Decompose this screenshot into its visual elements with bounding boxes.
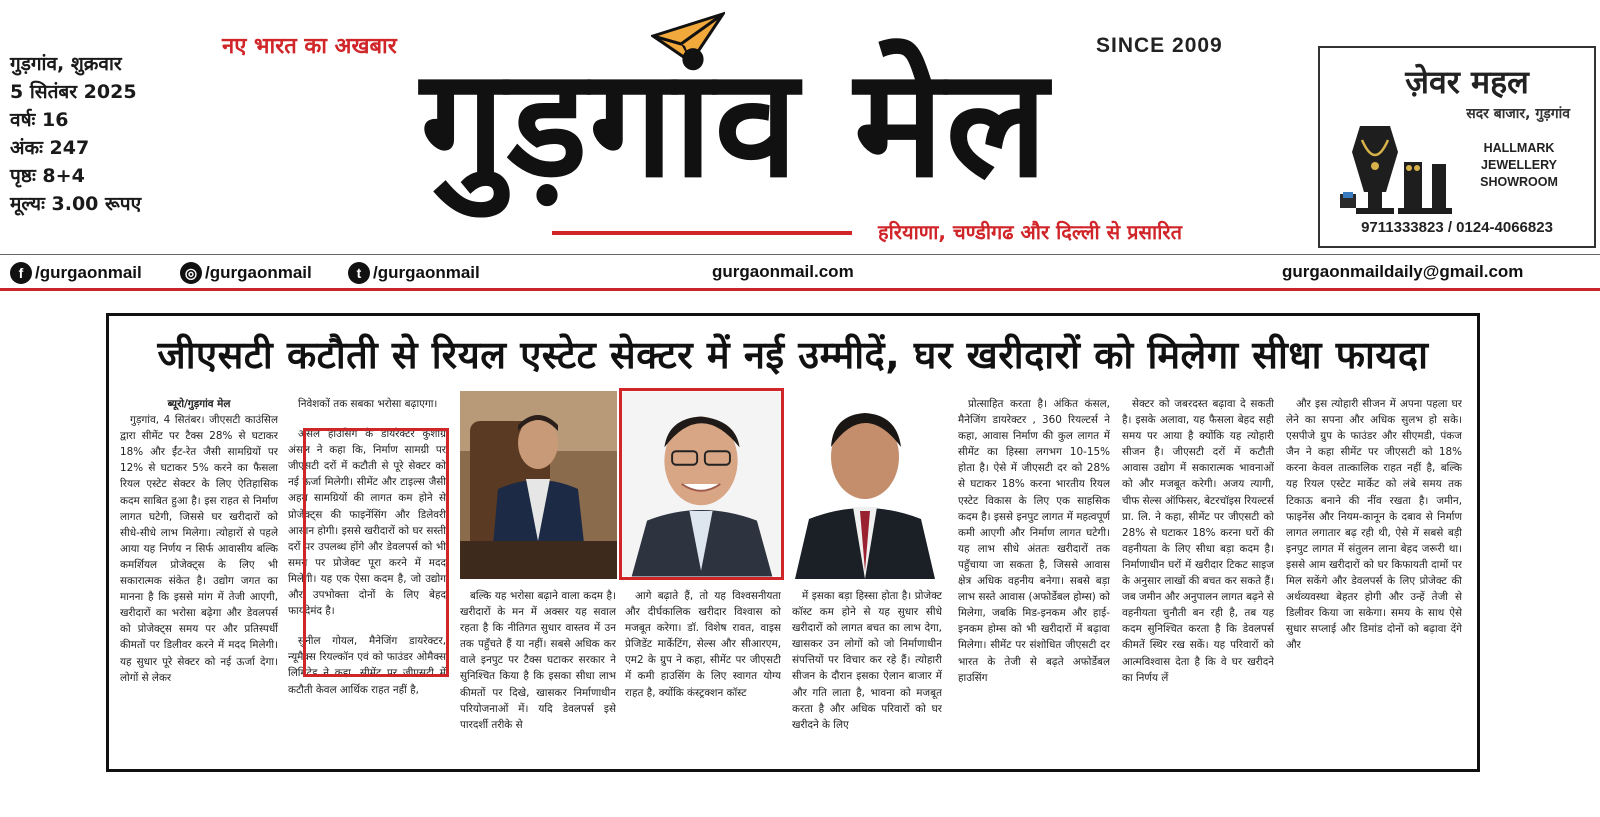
social-bottom-rule xyxy=(0,288,1600,291)
ad-hallmark-line: HALLMARK xyxy=(1483,141,1555,155)
edition-price: मूल्यः 3.00 रूपए xyxy=(10,193,142,215)
edition-date: 5 सितंबर 2025 xyxy=(10,81,137,103)
edition-issue: अंकः 247 xyxy=(10,137,90,159)
tagline: नए भारत का अखबार xyxy=(222,34,397,59)
facebook-icon: f xyxy=(10,262,32,284)
article-paragraph: आगे बढ़ाते हैं, तो यह विश्वसनीयता और दीर्घकालिक खरीदार विश्वास को मजबूत करेगा। डॉ. विशेष रावत, वाइस प्रेजिडेंट मार्केटिंग, सेल्स और सीआरएम, एम2 के ग्रुप ने कहा, सीमेंट पर जीएसटी में कमी हाउसिंग के लिए स्वागत योग्य राहत है, क्योंकि कंस्ट्रक्शन कॉस्ट xyxy=(625,590,781,699)
photo-vishesh-rawat xyxy=(619,388,784,580)
ad-hallmark-line: JEWELLERY xyxy=(1481,158,1557,172)
newspaper-title: गुड़गांव मेल xyxy=(420,37,1050,211)
facebook-link[interactable] xyxy=(10,262,142,284)
twitter-handle: /gurgaonmail xyxy=(373,263,480,282)
quote-ansal: अंसल हाउसिंग के डायरेक्टर कुशाग्र अंसल ने कहा कि, निर्माण सामग्री पर जीएसटी दरों में कटौती से पूरे सेक्टर को नई ऊर्जा मिलेगी। सीमेंट और टाइल्स जैसी अहम सामग्रियों की लागत कम होने से प्रोजेक्ट्स की फाइनेंसिंग और डिलेवरी आसान होगी। इससे खरीदारों को घर सस्ती दरों पर उपलब्ध होंगे और डेवलपर्स को भी समय पर प्रोजेक्ट पूरा करने में मदद मिलेगी। यह एक ऐसा कदम है, जो उद्योग और उपभोक्ता दोनों के लिए बेहद फायदेमंद है। xyxy=(288,428,446,618)
article-paragraph: सुनील गोयल, मैनेजिंग डायरेक्टर, न्यूमैक्स रियल्कॉन एवं को फाउंडर ओमैक्स लिमिटेड ने कहा, सीमेंट पर जीएसटी में कटौती केवल आर्थिक राहत नहीं है, xyxy=(288,635,446,696)
article-paragraph: में इसका बड़ा हिस्सा होता है। प्रोजेक्ट कॉस्ट कम होने से यह सुधार सीधे खरीदारों को लागत बचत का लाभ देगा, खासकर उन लोगों को जो निर्माणाधीन संपत्तियों पर विचार कर रहे हैं। त्योहारी सीजन के दौरान इसका ऐलान बाजार में और गति लाता है, भावना को मजबूत करता है और अधिक परिवारों को घर खरीदने के लिए xyxy=(792,590,942,731)
instagram-handle: /gurgaonmail xyxy=(205,263,312,282)
facebook-handle: /gurgaonmail xyxy=(35,263,142,282)
article-byline: ब्यूरो/गुड़गांव मेल xyxy=(167,398,231,410)
article-column-4 xyxy=(625,588,781,766)
edition-pages: पृष्ठः 8+4 xyxy=(10,165,85,187)
article-column-8 xyxy=(1286,396,1462,766)
social-top-rule xyxy=(0,254,1600,255)
article-column-3 xyxy=(460,588,616,766)
edition-place-day: गुड़गांव, शुक्रवार xyxy=(10,53,122,75)
article-paragraph: बल्कि यह भरोसा बढ़ाने वाला कदम है। खरीदारों के मन में अक्सर यह सवाल रहता है कि नीतिगत सुधार वास्तव में उन तक पहुँचते हैं या नहीं। सबसे अधिक कर वाले इनपुट पर टैक्स घटाकर सरकार ने सुनिश्चित किया है कि इसका सीधा लाभ कीमतों पर दिखे, खासकर निर्माणाधीन परियोजनाओं में। यदि डेवलपर्स इसे पारदर्शी तरीके से xyxy=(460,590,616,731)
distribution-line: हरियाणा, चण्डीगढ और दिल्ली से प्रसारित xyxy=(878,220,1182,244)
instagram-icon: ◎ xyxy=(180,262,202,284)
instagram-link[interactable] xyxy=(180,262,312,284)
ad-title: ज़ेवर महल xyxy=(1405,63,1529,101)
ad-hallmark-text xyxy=(1464,140,1574,191)
masthead-red-rule xyxy=(552,231,852,235)
article-column-5 xyxy=(792,588,942,766)
photo-director-seated xyxy=(460,391,617,579)
article-headline: जीएसटी कटौती से रियल एस्टेट सेक्टर में नई उम्मीदें, घर खरीदारों को मिलेगा सीधा फायदा xyxy=(157,333,1429,377)
article-paragraph: सेक्टर को जबरदस्त बढ़ावा दे सकती है। इसके अलावा, यह फैसला बेहद सही समय पर आया है क्योंकि यह त्योहारी सीजन है। जीएसटी दरों में कटौती आवास उद्योग में सकारात्मक भावनाओं को और मजबूत करेगी। अजय त्यागी, चीफ सेल्स ऑफिसर, बेटरचॉइस रियल्टर्स प्रा. लि. ने कहा, सीमेंट पर जीएसटी को 28% से घटाकर 18% करना घरों की वहनीयता के लिए सीधा बड़ा कदम है। निर्माणाधीन घरों में खरीदार टिकट साइज के अनुसार लाखों की बचत कर सकते हैं। जब जमीन और अनुपालन लागत बढ़ने से वहनीयता चुनौती बन रही है, तब यह कदम सुनिश्चित करता है कि डेवलपर्स कीमतें स्थिर रख सकें। यह परिवारों को आत्मविश्वास देता है कि वे घर खरीदने का निर्णय लें xyxy=(1122,398,1274,684)
ad-hallmark-line: SHOWROOM xyxy=(1480,175,1558,189)
jewellery-ad[interactable] xyxy=(1318,46,1596,248)
article-paragraph: निवेशकों तक सबका भरोसा बढ़ाएगा। xyxy=(298,398,438,410)
article-column-1 xyxy=(120,396,278,766)
ad-phone: 9711333823 / 0124-4066823 xyxy=(1361,219,1553,236)
quote-highlight-box xyxy=(303,428,449,677)
article-paragraph: और इस त्योहारी सीजन में अपना पहला घर लेने का सपना और अधिक सुलभ हो सके। एसपीजे ग्रुप के फाउंडर और सीएमडी, पंकज जैन ने कहा सीमेंट पर जीएसटी को 18% करना केवल तात्कालिक राहत नहीं है, बल्कि यह रियल एस्टेट मार्केट को लंबे समय तक टिकाऊ बनाने की नींव रखता है। जमीन, फाइनेंस और नियम-कानून के दबाव से निर्माण लागत लगातार बढ़ रही थी, ऐसे में सबसे बड़ी इनपुट लागत में संतुलन लाना बेहद जरूरी था। इससे आम खरीदारों को घर किफायती दामों पर मिल सकेंगे और डेवलपर्स के लिए प्रोजेक्ट की अर्थव्यवस्था बेहतर होगी और उन्हें तेजी से डिलीवर किया जा सकेगा। समय के साथ ऐसे सुधार सप्लाई और डिमांड दोनों को बढ़ावा देंगे और xyxy=(1286,398,1462,652)
edition-info xyxy=(10,50,210,218)
article-column-6 xyxy=(958,396,1110,766)
email-link[interactable]: gurgaonmaildaily@gmail.com xyxy=(1282,262,1524,281)
article-column-7 xyxy=(1122,396,1274,766)
ad-location: सदर बाजार, गुड़गांव xyxy=(1466,106,1570,122)
since-label: SINCE 2009 xyxy=(1096,34,1223,57)
photo-executive-suit xyxy=(787,391,943,579)
website-link[interactable]: gurgaonmail.com xyxy=(712,262,854,281)
twitter-icon: t xyxy=(348,262,370,284)
edition-year: वर्षः 16 xyxy=(10,109,69,131)
twitter-link[interactable] xyxy=(348,262,480,284)
article-paragraph: प्रोत्साहित करता है। अंकित कंसल, मैनेजिंग डायरेक्टर , 360 रियल्टर्स ने कहा, आवास निर्माण की कुल लागत में सीमेंट का हिस्सा लगभग 10-15% होता है। ऐसे में जीएसटी दर को 28% से घटाकर 18% करना भारतीय रियल एस्टेट विकास के लिए एक साहसिक कदम है। इससे इनपुट लागत में महत्वपूर्ण कमी आएगी और निर्माण लागत घटेगी। यह लाभ सीधे अंततः खरीदारों तक पहुँचाया जा सकता है, जिससे आवास क्षेत्र अधिक वहनीय बनेगा। सबसे बड़ा लाभ सस्ते आवास (अफोर्डेबल होम्स) को मिलेगा, जबकि मिड-इनकम और हाई-इनकम होम्स को भी खरीदारों में बढ़ावा मिलेगा। सीमेंट पर संशोधित जीएसटी दर भारत के तेजी से बढ़ते अफोर्डेबल हाउसिंग xyxy=(958,398,1110,684)
jewellery-display-icon xyxy=(1338,122,1458,218)
article-paragraph: गुड़गांव, 4 सितंबर। जीएसटी काउंसिल द्वारा सीमेंट पर टैक्स 28% से घटाकर 18% और ईंट-रेत जैसी सामग्रियों पर 12% से घटाकर 5% करने का फैसला रियल एस्टेट सेक्टर के लिए ऐतिहासिक कदम साबित हुआ है। इस राहत से निर्माण लागत घटेगी, जिससे घर खरीदारों को सीधे-सीधे लाभ मिलेगा। त्योहारों से पहले आया यह निर्णय न सिर्फ आवासीय बल्कि कमर्शियल प्रोजेक्ट्स के लिए भी सकारात्मक संकेत है। उद्योग जगत का मानना है कि इससे मांग में तेजी आएगी, खरीदारों का भरोसा बढ़ेगा और डेवलपर्स को प्रोजेक्ट्स समय पर और प्रतिस्पर्धी कीमतों पर डिलीवर करने में मदद मिलेगी। यह सुधार पूरे सेक्टर को नई ऊर्जा देगा। लोगों से लेकर xyxy=(120,414,278,684)
social-bar xyxy=(0,258,1600,288)
